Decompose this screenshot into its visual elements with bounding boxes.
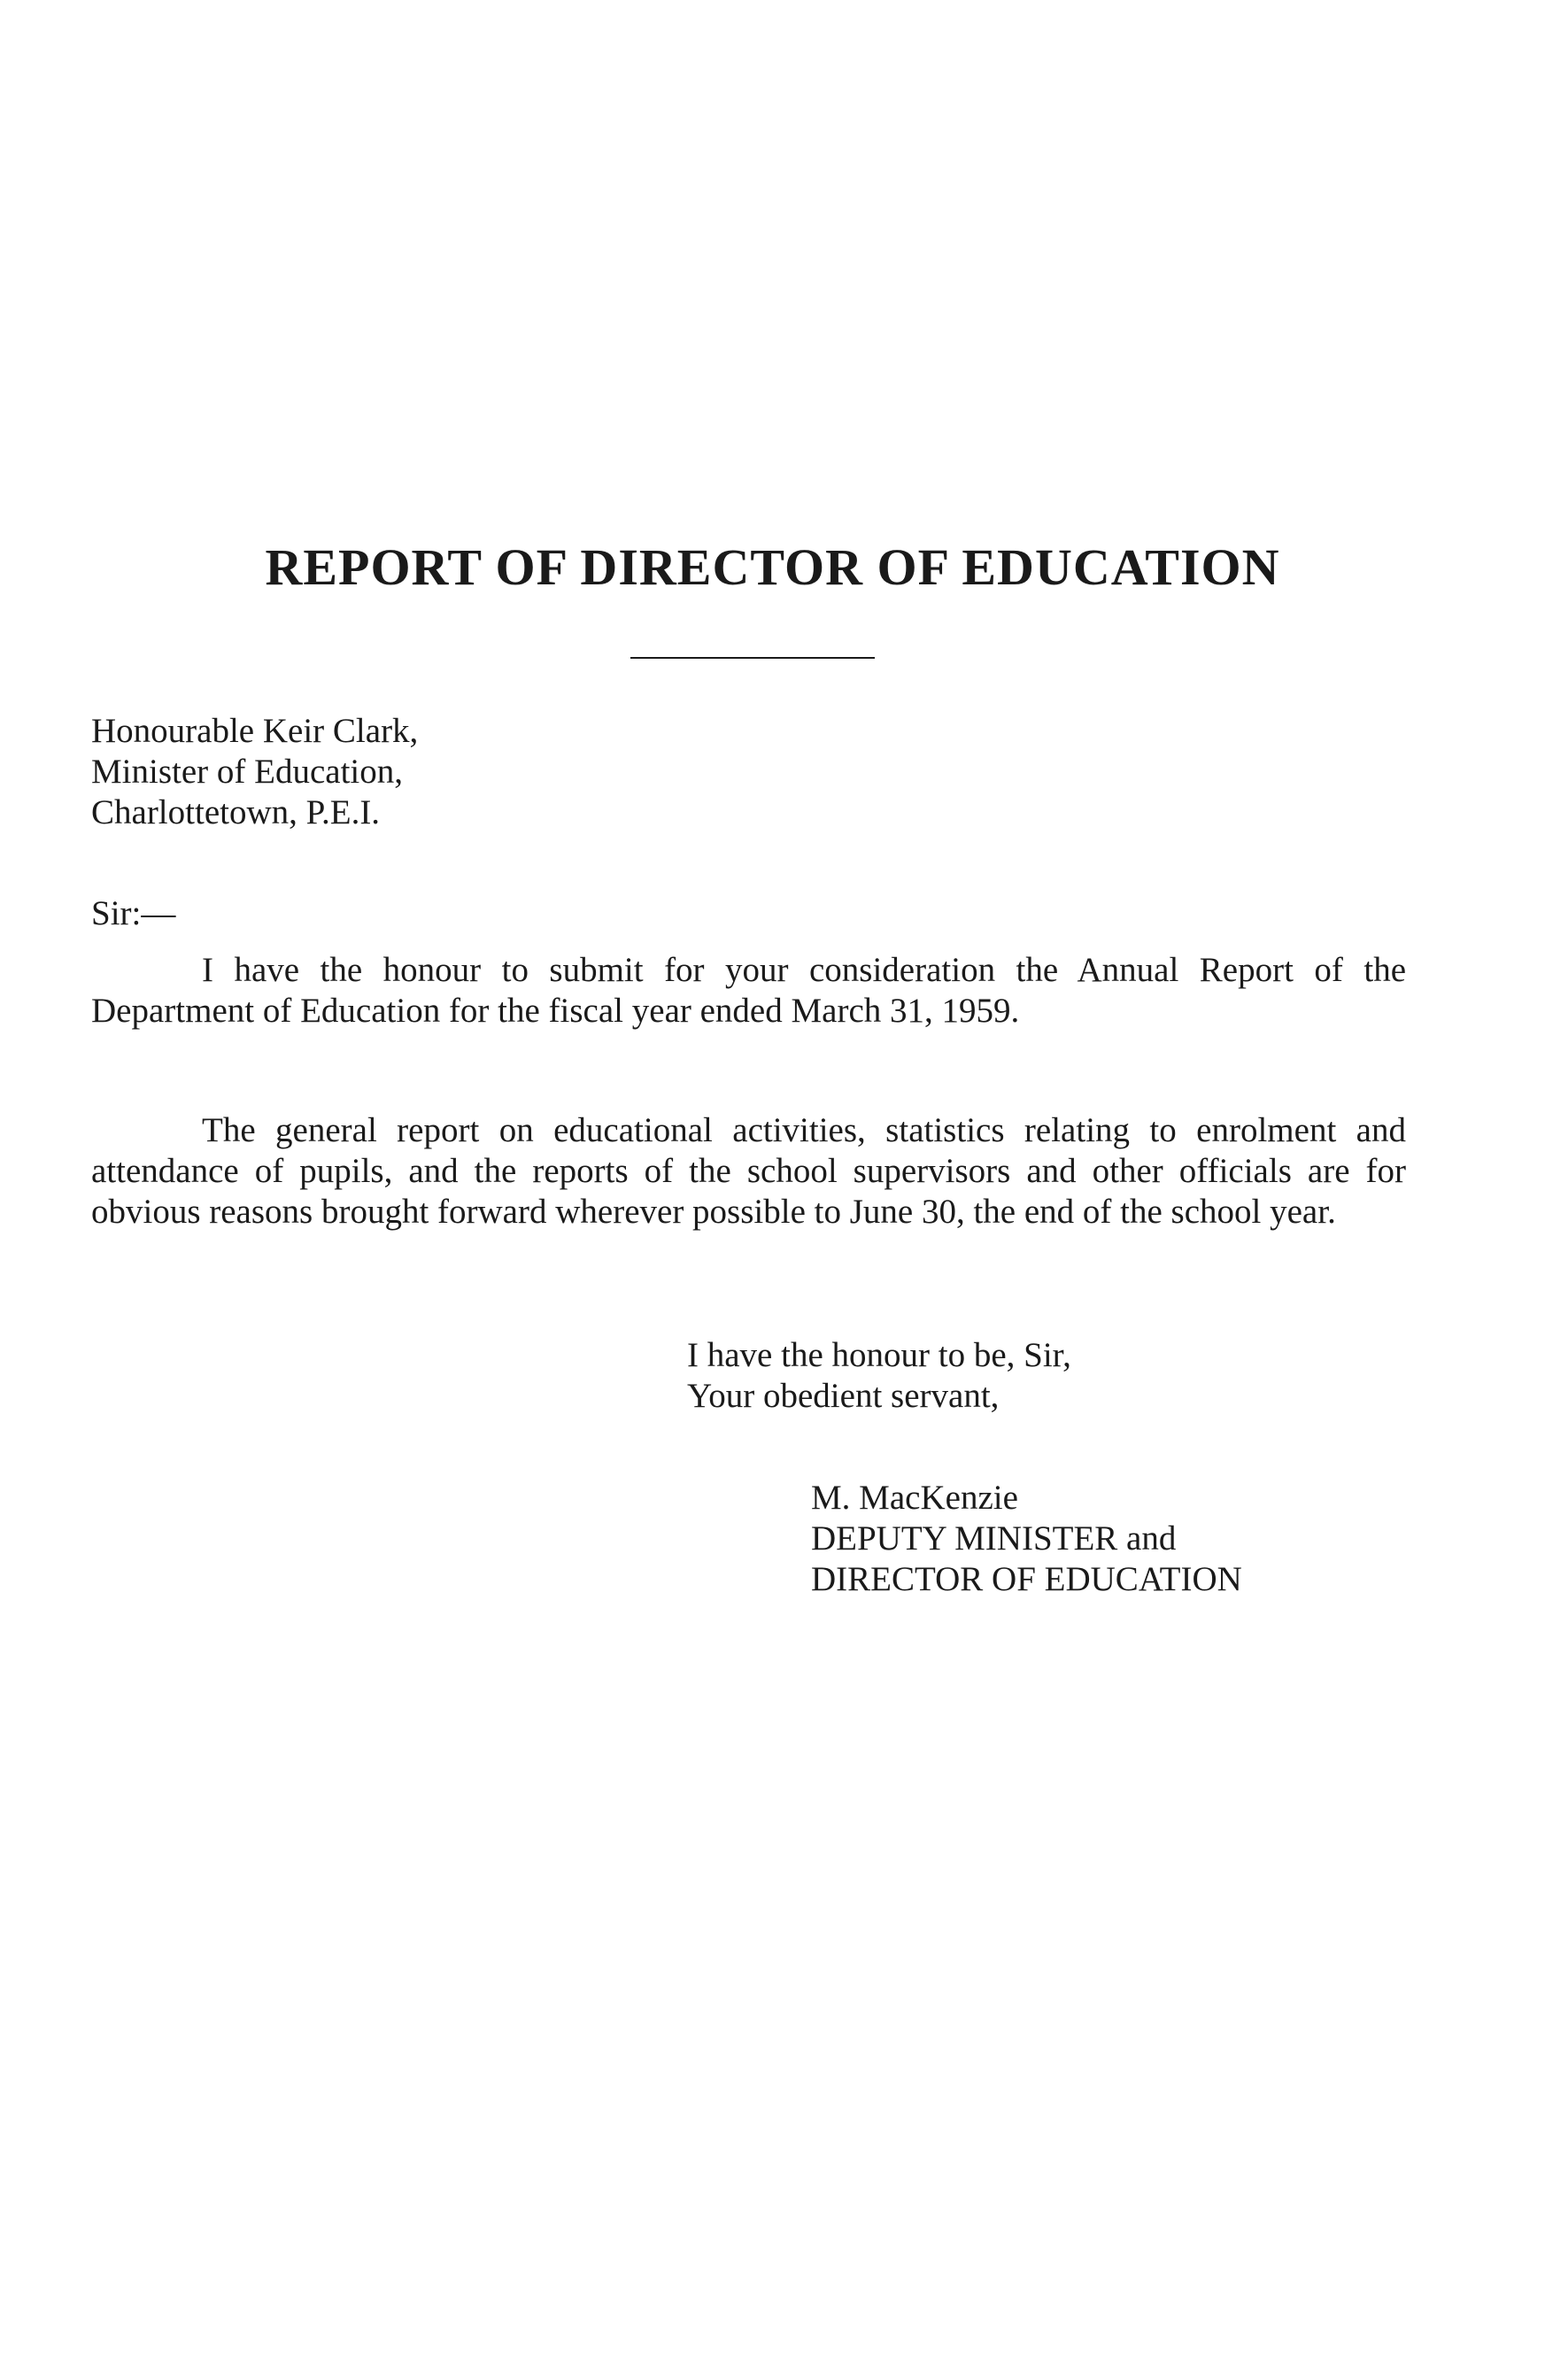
recipient-name: Honourable Keir Clark,: [91, 712, 419, 750]
body-paragraph-2: The general report on educational activities, statistics relating to enrolment and attendance of pupils, and the reports of the school supervisors and other officials are for obvious reasons brought forward wherever possible to June 30, the end of the school year.: [91, 1111, 1406, 1231]
signature-block: [811, 1478, 1242, 1600]
body-paragraph-1: I have the honour to submit for your consideration the Annual Report of the Department of Education for the fiscal year ended March 31, 1959.: [91, 951, 1406, 1030]
recipient-location: Charlottetown, P.E.I.: [91, 793, 381, 831]
closing-line-2: Your obedient servant,: [687, 1377, 1000, 1415]
signatory-title-2: DIRECTOR OF EDUCATION: [811, 1560, 1242, 1598]
closing: [687, 1335, 1071, 1417]
recipient-position: Minister of Education,: [91, 753, 404, 791]
closing-line-1: I have the honour to be, Sir,: [687, 1336, 1071, 1374]
salutation: Sir:—: [91, 894, 176, 932]
report-title: REPORT OF DIRECTOR OF EDUCATION: [265, 538, 1280, 596]
signatory-name: M. MacKenzie: [811, 1479, 1018, 1517]
recipient-address: [91, 711, 418, 833]
signatory-title-1: DEPUTY MINISTER and: [811, 1519, 1177, 1557]
title-divider: [630, 657, 875, 659]
